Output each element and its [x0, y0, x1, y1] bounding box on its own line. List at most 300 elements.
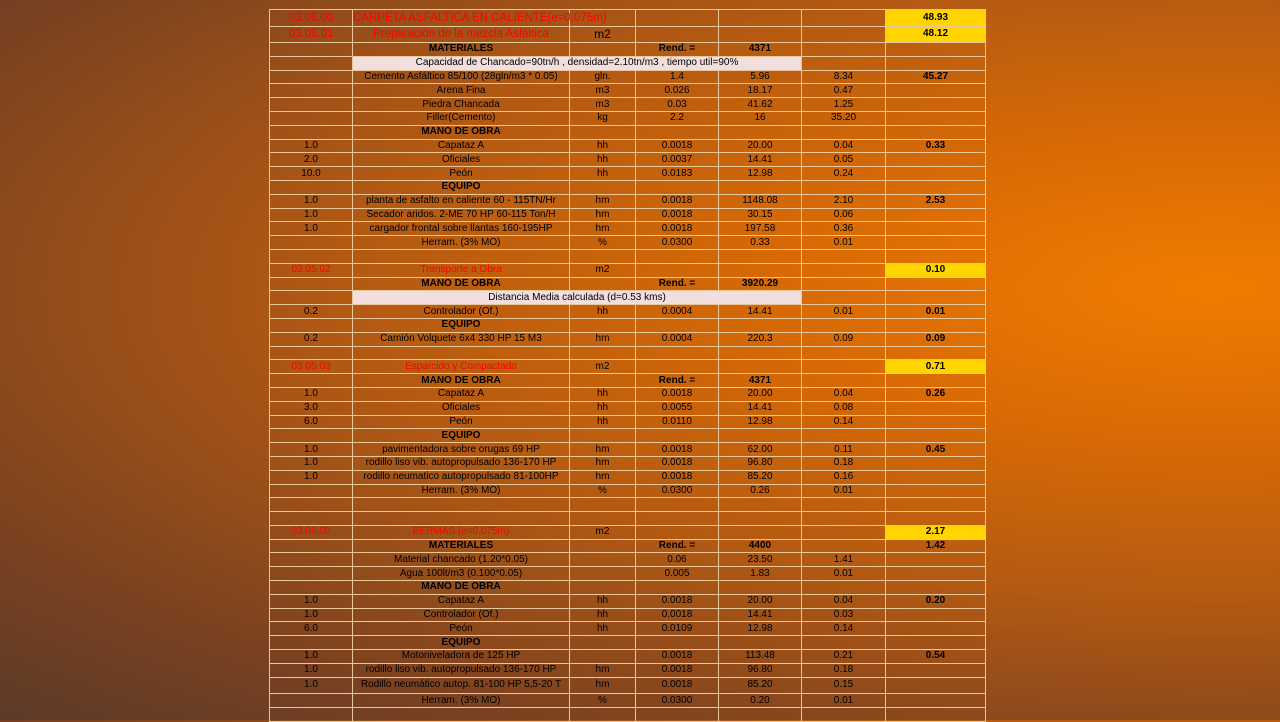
cell-price [719, 180, 802, 194]
cell-price: 1.83 [719, 567, 802, 581]
cell-total [886, 125, 986, 139]
cell-description: Esparcido y Compactado [353, 360, 570, 374]
cell-total [886, 581, 986, 595]
cell-yield: 0.0018 [636, 139, 719, 153]
cell-total [886, 694, 986, 708]
cell-description: BERMAS (e=0.075m) [353, 525, 570, 539]
cell-unit: hm [570, 222, 636, 236]
cell-total [886, 677, 986, 694]
cell-description: Piedra Chancada [353, 98, 570, 112]
cell-yield [636, 318, 719, 332]
cell-unit [570, 125, 636, 139]
cell-price [719, 125, 802, 139]
table-row [270, 567, 986, 581]
cell-total [886, 84, 986, 98]
cell-quantity: 1.0 [270, 650, 353, 664]
cell-unit [570, 498, 636, 512]
table-row [270, 111, 986, 125]
cell-unit: hm [570, 663, 636, 677]
cell-partial: 0.09 [802, 332, 886, 346]
cell-partial: 0.24 [802, 167, 886, 181]
cell-description: Rodillo neumático autop. 81-100 HP 5,5-20 T [353, 677, 570, 694]
cell-unit: hm [570, 208, 636, 222]
cell-unit: hh [570, 622, 636, 636]
cell-unit: hh [570, 305, 636, 319]
cell-quantity [270, 694, 353, 708]
cell-description: Capataz A [353, 387, 570, 401]
table-row [270, 98, 986, 112]
cell-partial: 0.18 [802, 663, 886, 677]
cell-partial [802, 291, 886, 305]
cell-description: pavimentadora sobre orugas 69 HP [353, 443, 570, 457]
cell-yield: 0.0300 [636, 236, 719, 250]
cell-description: Agua 100lt/m3 (0.100*0.05) [353, 567, 570, 581]
cell-yield [636, 498, 719, 512]
cell-yield: 0.0110 [636, 415, 719, 429]
cell-total [886, 608, 986, 622]
table-row [270, 26, 986, 43]
cell-description: Arena Fina [353, 84, 570, 98]
cell-unit: hh [570, 415, 636, 429]
cell-description: Oficiales [353, 153, 570, 167]
cell-description: planta de asfalto en caliente 60 - 115TN/Hr [353, 194, 570, 208]
cell-partial [802, 43, 886, 57]
cell-unit [570, 277, 636, 291]
cell-description [353, 707, 570, 721]
cell-yield: 0.0037 [636, 153, 719, 167]
cell-description: MATERIALES [353, 539, 570, 553]
cell-total [886, 249, 986, 263]
cell-yield: 0.0018 [636, 456, 719, 470]
table-row [270, 208, 986, 222]
cell-unit: hh [570, 139, 636, 153]
cell-quantity: 1.0 [270, 194, 353, 208]
cell-quantity: 1.0 [270, 594, 353, 608]
cell-partial: 0.05 [802, 153, 886, 167]
cell-price [719, 360, 802, 374]
cell-partial: 0.15 [802, 677, 886, 694]
cell-quantity [270, 636, 353, 650]
table-body [270, 10, 986, 722]
cell-unit: hh [570, 167, 636, 181]
cell-partial: 35.20 [802, 111, 886, 125]
table-row [270, 305, 986, 319]
cell-total [886, 236, 986, 250]
cell-description: Capataz A [353, 139, 570, 153]
cell-unit [570, 512, 636, 526]
cell-total: 0.20 [886, 594, 986, 608]
cell-unit: hh [570, 387, 636, 401]
cell-total [886, 43, 986, 57]
cell-description: EQUIPO [353, 318, 570, 332]
cell-description: rodillo neumatico autopropulsado 81-100HP [353, 470, 570, 484]
cell-partial: 0.14 [802, 415, 886, 429]
cell-partial [802, 125, 886, 139]
cell-description: Camión Volquete 6x4 330 HP 15 M3 [353, 332, 570, 346]
cell-total: 45.27 [886, 70, 986, 84]
cell-quantity [270, 484, 353, 498]
cell-price: 96.80 [719, 456, 802, 470]
cell-unit: % [570, 484, 636, 498]
cell-total [886, 663, 986, 677]
cell-yield: Rend. = [636, 277, 719, 291]
cell-yield: Rend. = [636, 43, 719, 57]
cell-quantity: 03.05.00 [270, 10, 353, 27]
table-row [270, 443, 986, 457]
cell-unit [570, 43, 636, 57]
cell-price: 12.98 [719, 167, 802, 181]
cell-yield: 0.0018 [636, 663, 719, 677]
cell-yield [636, 180, 719, 194]
cell-description: MANO DE OBRA [353, 277, 570, 291]
cell-partial: 0.06 [802, 208, 886, 222]
cell-partial [802, 277, 886, 291]
cell-price [719, 429, 802, 443]
cell-quantity [270, 98, 353, 112]
cell-total [886, 498, 986, 512]
cell-description [353, 512, 570, 526]
cell-total: 1.42 [886, 539, 986, 553]
cell-total [886, 567, 986, 581]
cell-yield [636, 249, 719, 263]
cell-yield: 0.0018 [636, 650, 719, 664]
cell-description: Peón [353, 167, 570, 181]
table-row [270, 581, 986, 595]
cell-yield: 0.0018 [636, 608, 719, 622]
cell-price: 5.96 [719, 70, 802, 84]
cell-yield: Rend. = [636, 539, 719, 553]
cell-partial: 0.47 [802, 84, 886, 98]
cell-yield: 0.0018 [636, 194, 719, 208]
cell-description: Transporte a Obra [353, 263, 570, 277]
cell-total [886, 622, 986, 636]
cell-price: 14.41 [719, 153, 802, 167]
cell-yield: 0.0018 [636, 677, 719, 694]
cell-unit: hm [570, 443, 636, 457]
cell-partial: 0.01 [802, 305, 886, 319]
cell-description: Filler(Cemento) [353, 111, 570, 125]
cell-quantity [270, 111, 353, 125]
cell-partial [802, 636, 886, 650]
cell-yield: 0.0300 [636, 694, 719, 708]
table-row [270, 194, 986, 208]
cell-partial [802, 56, 886, 70]
table-row [270, 401, 986, 415]
cell-description: Capacidad de Chancado=90tn/h , densidad=2.10tn/m3 , tiempo util=90% [353, 56, 802, 70]
cell-total: 0.33 [886, 139, 986, 153]
cell-quantity [270, 567, 353, 581]
cell-partial [802, 10, 886, 27]
cell-price: 0.26 [719, 484, 802, 498]
cell-total: 48.12 [886, 26, 986, 43]
cell-price: 4371 [719, 374, 802, 388]
cell-partial: 0.16 [802, 470, 886, 484]
cell-total [886, 484, 986, 498]
cell-quantity [270, 512, 353, 526]
cell-yield: 0.0018 [636, 387, 719, 401]
cell-total [886, 291, 986, 305]
cell-total [886, 429, 986, 443]
cell-price: 12.98 [719, 622, 802, 636]
cell-yield: 0.0300 [636, 484, 719, 498]
cell-partial: 0.18 [802, 456, 886, 470]
cell-total [886, 401, 986, 415]
cell-quantity [270, 581, 353, 595]
cell-description: Capataz A [353, 594, 570, 608]
cell-total: 0.26 [886, 387, 986, 401]
cell-price: 4371 [719, 43, 802, 57]
cell-price: 30.15 [719, 208, 802, 222]
cell-unit: % [570, 694, 636, 708]
cell-quantity: 2.0 [270, 153, 353, 167]
cell-price: 12.98 [719, 415, 802, 429]
cell-partial: 0.01 [802, 567, 886, 581]
cell-unit: m2 [570, 360, 636, 374]
cell-unit: m2 [570, 263, 636, 277]
cell-unit: m3 [570, 98, 636, 112]
cell-unit: gln. [570, 70, 636, 84]
cell-description: Herram. (3% MO) [353, 484, 570, 498]
cell-partial: 1.41 [802, 553, 886, 567]
table-row [270, 694, 986, 708]
cell-unit [570, 318, 636, 332]
cell-partial [802, 539, 886, 553]
cell-description: Peón [353, 622, 570, 636]
cell-partial [802, 581, 886, 595]
cell-price [719, 263, 802, 277]
table-row [270, 249, 986, 263]
cell-partial [802, 26, 886, 43]
cell-description: Cemento Asfáltico 85/100 (28gln/m3 * 0.05) [353, 70, 570, 84]
cell-price: 20.00 [719, 594, 802, 608]
cell-unit: m2 [570, 26, 636, 43]
cell-unit: hh [570, 594, 636, 608]
cell-partial: 0.21 [802, 650, 886, 664]
cell-quantity [270, 318, 353, 332]
cell-price: 20.00 [719, 387, 802, 401]
cell-yield [636, 581, 719, 595]
table-row [270, 622, 986, 636]
cell-quantity: 03.05.01 [270, 26, 353, 43]
cell-unit: % [570, 236, 636, 250]
cell-price: 41.62 [719, 98, 802, 112]
cell-quantity: 1.0 [270, 222, 353, 236]
cell-total [886, 470, 986, 484]
cell-total: 0.45 [886, 443, 986, 457]
cell-price: 0.33 [719, 236, 802, 250]
cell-yield: 0.03 [636, 98, 719, 112]
cell-yield: 0.005 [636, 567, 719, 581]
cell-unit: hh [570, 608, 636, 622]
cell-partial: 2.10 [802, 194, 886, 208]
cell-partial [802, 263, 886, 277]
cell-description: Controlador (Of.) [353, 305, 570, 319]
cell-price: 3920.29 [719, 277, 802, 291]
table-row [270, 291, 986, 305]
cell-partial: 0.08 [802, 401, 886, 415]
table-row [270, 650, 986, 664]
cell-description [353, 346, 570, 360]
cell-yield [636, 125, 719, 139]
cell-partial [802, 525, 886, 539]
table-row [270, 360, 986, 374]
cell-quantity [270, 277, 353, 291]
cell-total [886, 56, 986, 70]
cell-total [886, 180, 986, 194]
cell-price: 16 [719, 111, 802, 125]
table-row [270, 636, 986, 650]
cell-quantity: 10.0 [270, 167, 353, 181]
table-row [270, 277, 986, 291]
cell-partial [802, 498, 886, 512]
cell-price [719, 581, 802, 595]
cell-total [886, 374, 986, 388]
cell-unit: hm [570, 456, 636, 470]
table-row [270, 512, 986, 526]
cell-unit [570, 553, 636, 567]
cell-partial: 0.11 [802, 443, 886, 457]
cell-quantity [270, 56, 353, 70]
cell-price [719, 346, 802, 360]
cell-price [719, 525, 802, 539]
cell-description: Oficiales [353, 401, 570, 415]
cell-description: Preparación de la mezcla Asfáltica [353, 26, 570, 43]
cell-yield [636, 10, 719, 27]
cell-partial [802, 180, 886, 194]
table-row [270, 10, 986, 27]
cell-partial [802, 374, 886, 388]
table-row [270, 707, 986, 721]
cell-price [719, 249, 802, 263]
cell-description: MANO DE OBRA [353, 125, 570, 139]
cell-quantity [270, 346, 353, 360]
cell-unit: hm [570, 194, 636, 208]
cell-yield: 0.026 [636, 84, 719, 98]
cell-partial: 0.01 [802, 484, 886, 498]
cell-unit [570, 581, 636, 595]
cell-price: 96.80 [719, 663, 802, 677]
cell-total: 0.09 [886, 332, 986, 346]
cell-yield [636, 512, 719, 526]
cell-yield [636, 429, 719, 443]
cell-description: rodillo liso vib. autopropulsado 136-170 HP [353, 456, 570, 470]
table-row [270, 484, 986, 498]
table-row [270, 387, 986, 401]
cell-yield [636, 26, 719, 43]
cell-price: 14.41 [719, 401, 802, 415]
cell-yield: 0.06 [636, 553, 719, 567]
cell-quantity: 1.0 [270, 456, 353, 470]
cell-quantity [270, 539, 353, 553]
table-row [270, 332, 986, 346]
cell-quantity [270, 553, 353, 567]
cell-total [886, 222, 986, 236]
cell-quantity [270, 43, 353, 57]
table-row [270, 167, 986, 181]
cell-yield: 0.0004 [636, 332, 719, 346]
cell-price [719, 636, 802, 650]
cell-quantity: 6.0 [270, 415, 353, 429]
table-row [270, 594, 986, 608]
cell-total [886, 456, 986, 470]
cell-unit [570, 707, 636, 721]
cell-partial: 0.04 [802, 594, 886, 608]
cell-yield: 0.0018 [636, 594, 719, 608]
table-row [270, 84, 986, 98]
cell-description: EQUIPO [353, 180, 570, 194]
cell-unit: hm [570, 677, 636, 694]
table-row [270, 429, 986, 443]
cost-analysis-table [269, 9, 986, 722]
cell-total: 2.53 [886, 194, 986, 208]
table-row [270, 525, 986, 539]
cell-description: CARPETA ASFALTICA EN CALIENTE(e=0.075m) [353, 10, 570, 27]
cell-yield [636, 263, 719, 277]
cell-description: Motoniveladora de 125 HP [353, 650, 570, 664]
cell-total [886, 707, 986, 721]
cell-quantity: 3.0 [270, 401, 353, 415]
cell-quantity: 6.0 [270, 622, 353, 636]
cell-total [886, 98, 986, 112]
cell-price: 85.20 [719, 470, 802, 484]
cell-total [886, 512, 986, 526]
cell-price: 14.41 [719, 608, 802, 622]
cell-partial [802, 429, 886, 443]
table-row [270, 677, 986, 694]
cell-price: 113.48 [719, 650, 802, 664]
cell-unit: hh [570, 401, 636, 415]
cell-yield [636, 707, 719, 721]
cell-partial [802, 318, 886, 332]
cell-unit: m2 [570, 525, 636, 539]
cell-partial: 0.04 [802, 139, 886, 153]
cell-price: 4400 [719, 539, 802, 553]
cell-partial [802, 512, 886, 526]
cell-quantity [270, 180, 353, 194]
cell-partial: 0.36 [802, 222, 886, 236]
cell-yield: 0.0109 [636, 622, 719, 636]
cell-quantity [270, 236, 353, 250]
cell-yield [636, 346, 719, 360]
cell-unit: hm [570, 470, 636, 484]
cell-quantity [270, 125, 353, 139]
table-row [270, 470, 986, 484]
cell-quantity: 1.0 [270, 139, 353, 153]
cell-price: 62.00 [719, 443, 802, 457]
cell-price: 23.50 [719, 553, 802, 567]
cell-unit [570, 636, 636, 650]
cell-quantity: 0.2 [270, 332, 353, 346]
cell-partial: 0.03 [802, 608, 886, 622]
cell-description: MANO DE OBRA [353, 581, 570, 595]
table-row [270, 346, 986, 360]
cell-description: Herram. (3% MO) [353, 694, 570, 708]
cell-description: rodillo liso vib. autopropulsado 136-170 HP [353, 663, 570, 677]
cell-unit [570, 567, 636, 581]
cell-quantity: 03.05.02 [270, 263, 353, 277]
cell-description: cargador frontal sobre llantas 160-195HP [353, 222, 570, 236]
cell-unit [570, 539, 636, 553]
cell-unit: kg [570, 111, 636, 125]
cell-yield: 0.0055 [636, 401, 719, 415]
table-row [270, 236, 986, 250]
cell-partial [802, 707, 886, 721]
cell-unit [570, 429, 636, 443]
cell-unit: m3 [570, 84, 636, 98]
cell-yield: 0.0018 [636, 222, 719, 236]
table-row [270, 180, 986, 194]
cell-price [719, 498, 802, 512]
